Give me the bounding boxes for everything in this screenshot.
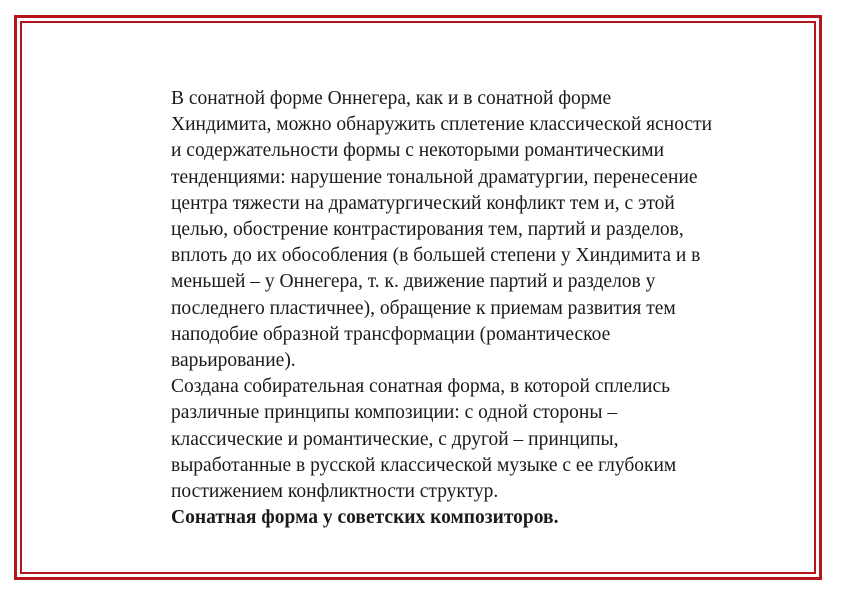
text-line: тенденциями: нарушение тональной драматургии, перенесение bbox=[171, 166, 698, 188]
text-line: различные принципы композиции: с одной стороны – bbox=[171, 402, 618, 424]
text-line: последнего пластичнее), обращение к приемам развития тем bbox=[171, 297, 676, 319]
text-line: наподобие образной трансформации (романтическое bbox=[171, 323, 611, 345]
text-line: классические и романтические, с другой – принципы, bbox=[171, 428, 619, 450]
body-text bbox=[171, 86, 791, 531]
text-line: и содержательности формы с некоторыми романтическими bbox=[171, 140, 665, 162]
text-line: варьирование). bbox=[171, 350, 296, 372]
text-line: меньшей – у Оннегера, т. к. движение партий и разделов у bbox=[171, 271, 656, 293]
text-line: постижением конфликтности структур. bbox=[171, 481, 499, 503]
text-line: В сонатной форме Оннегера, как и в сонатной форме bbox=[171, 88, 612, 109]
text-line: целью, обострение контрастирования тем, партий и разделов, bbox=[171, 219, 684, 241]
text-line: вплоть до их обособления (в большей степени у Хиндимита и в bbox=[171, 245, 701, 267]
text-line: центра тяжести на драматургический конфликт тем и, с этой bbox=[171, 192, 675, 214]
section-heading: Сонатная форма у советских композиторов. bbox=[171, 507, 559, 529]
text-line: Создана собирательная сонатная форма, в которой сплелись bbox=[171, 376, 671, 398]
text-line: выработанные в русской классической музыке с ее глубоким bbox=[171, 454, 677, 476]
text-line: Хиндимита, можно обнаружить сплетение классической ясности bbox=[171, 114, 713, 136]
